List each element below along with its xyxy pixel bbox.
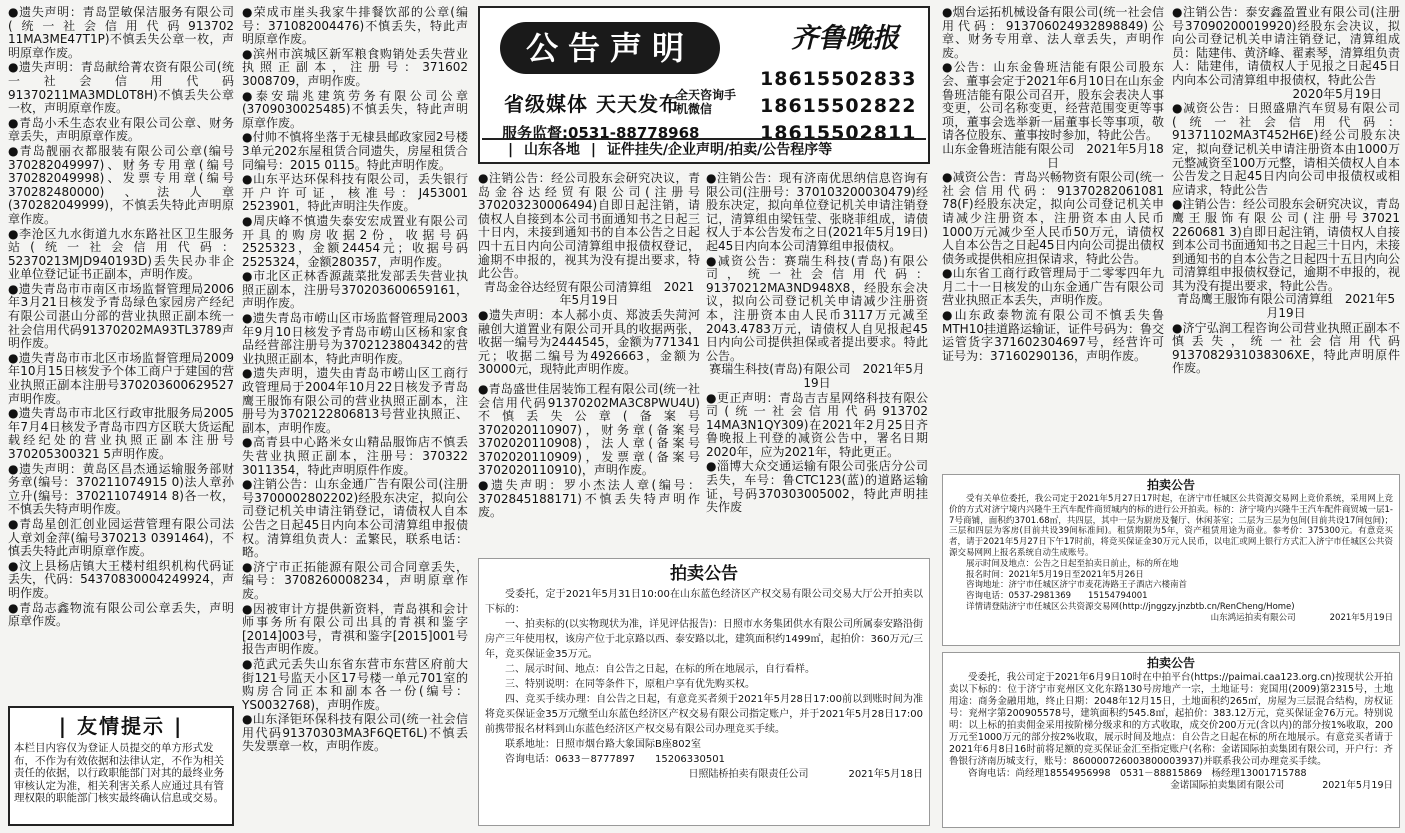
notice: ●遗失声明：青岛献给菁农资有限公司(统一社会信用代码91370211MA3MDL0T8H)不慎丢失公章一枚，声明原章作废。: [8, 60, 234, 116]
auction-notice-jining: [942, 474, 1400, 646]
auction-detail-line: 咨询地址：济宁市任城区济宁市麦花涛路王子酒店六楼南首: [966, 580, 1188, 591]
announcement-header: [478, 6, 930, 164]
service-supervision: 服务监督:0531-88778968: [502, 124, 700, 142]
auction-body: 受有关单位委托，我公司定于2021年5月27日17时起，在济宁市任城区公共资源交易网上竞价系统，采用网上竞价的方式对济宁境内兴隆牛王汽车配件商贸城内的标的进行公开拍卖。标的：济宁境内兴隆牛王汽车配件商贸城一层1-7号商铺，面积约3701.68㎡，共四层，其中一层为厨房及餐厅、休闲茶室；二层为三层为包间(目前共设17间包间)；三层和四层为客房(目前共设39间标准间)。租赁期限为5年，资产租赁用途为商业。参考价：375300元。有意竞买者，请于2021年5月27日下午17时前，将竞买保证金30万元人民币，以电汇或网上银行方式汇入济宁市任城区公共资源交易网网上报名系统自动生成账号。: [949, 494, 1393, 558]
header-slogan: 省级媒体 天天发布: [504, 92, 680, 116]
auction-detail-line: 报名时间：2021年5月19日至2021年5月26日: [966, 569, 1144, 580]
auction-title: 拍卖公告: [1146, 656, 1195, 670]
newspaper-logo: 齐鲁晚报: [791, 23, 899, 54]
notice: ●遗失声明：青岛罡敏保洁服务有限公司(统一社会信用代码913702​11MA3ME47T1P)不慎丢失公章一枚，声明原章作废。: [8, 6, 234, 60]
service-strip: | 山东各地 | 证件挂失/企业声明/拍卖/公告程序等: [482, 138, 926, 160]
notice: ●李沧区九水街道九水东路社区卫生服务站(统一社会信用代码：52370213MJD940193D)丢失民办非企业单位登记证书正副本，声明作废。: [8, 226, 234, 282]
notice: ●注销公告：山东金通广告有限公司(注册号370000​2802202)经股东决定，拟向公司登记机关申请注销登记，请债权人自本公告之日起45日内向本公司清算组申报债权。清算组负责人：孟繁民，联系电话：略。: [242, 477, 468, 560]
notice: ●青岛志鑫物流有限公司公章丢失，声明原章作废。: [8, 600, 234, 629]
notice: ●烟台运拓机械设备有限公司(统一社会信用代码：91370602493289​8849)公章、财务专用章、法人章丢失，声明作废。: [942, 6, 1164, 60]
auction-title: 拍卖公告: [670, 564, 738, 584]
notice: [706, 255, 928, 391]
notice: ●减资公告：日照盛鼎汽车贸易有限公司(统一社会信用代码：91371102MA3T452H6E)经公司股东决定，拟向登记机关申请注册资本由1000万元整减资至100万元整，请相关债权人自本公告发之日起45日内向公司申报债权或相应请求，特此公告: [1172, 101, 1400, 197]
notice: ●范武元丢失山东省东营市东营区府前大街121号监天小区17号楼一单元701室的购房合同正本和副本各一份(编号：YS0032768)，声明作废。: [242, 656, 468, 712]
notice: ●高青县中心路米女山精品服饰店不慎丢失营业执照正副本，注册号：370322​3011354，特此声明原件作废。: [242, 435, 468, 477]
notice: ●减资公告：青岛兴畅物资有限公司(统一社会信用代码：91370282061081​78(F)经股东决定，拟向公司登记机关申请减少注册资本，注册资本由人民币1000万元减少至人民币50万元，请债权人自本公告之日起45日内向公司提出债权债务或提供相应担保请求，特此公告。: [942, 170, 1164, 266]
notice: ●荣成市崖头我家牛排餐饮部的公章(编号：371082004476)不慎丢失，特此声明原章作废。: [242, 6, 468, 47]
notice-signature: 山东金鲁班洁能有限公司 2021年5月18日: [942, 141, 1164, 170]
auction-contact-phone: 咨询电话：尚经理18554956998 0531－88815869 杨经理13001715788: [968, 768, 1307, 779]
notice-column-5: [942, 6, 1164, 468]
auction-footer: 金诺国际拍卖集团有限公司 2021年5月19日: [1170, 780, 1393, 791]
notice-signature: 2020年5月19日: [1292, 86, 1382, 101]
notice: ●青岛靓丽衣都服装有限公司公章(编号370282049997)、财务专用章(编号370282049998)、发票专用章(编号370282480000)、法人章(370282049999)，不慎丢失特此声明原章作废。: [8, 143, 234, 226]
notice: ●青岛星创汇创业园运营管理有限公司法人章刘金萍(编号370213 0391464)，不慎丢失特此声明原章作废。: [8, 516, 234, 559]
auction-contact-phone: 咨询电话：0633－8777897 15206330501: [505, 754, 725, 765]
auction-detail-line: 展示时间及地点：公告之日起至拍卖日前止，标的所在地: [966, 558, 1179, 569]
auction-detail-line: 咨询电话：0537-2981369 15154794001: [966, 591, 1148, 602]
friendly-reminder-body: 本栏目内容仅为登证人员提交的单方形式发布，不作为有效依据和法律认定，不作为相关责任的依据，以行政职能部门对其的最终业务审核认定为准，相关利害关系人应通过具有管理权限的职能部门核实最终确认信息或交易。: [14, 742, 224, 804]
notice: ●注销公告：现有济南优思纳信息咨询有限公司(注册号：370103200030479)经股东决定，拟向单位登记机关申请注销登记，清算组由梁钰莹、张晓菲组成，请债权人于本公告发布之日(2021年5月19日)起45日内向本公司清算组申报债权。: [706, 172, 928, 253]
notice-text: ●注销公告：经公司股东会研究决议，青岛鹰王服饰有限公司(注册号37021​2260681 3)自即日起注销，请债权人自接到本公司书面通知书之日起三十日内，未接到通知书的自本公告之日起四十五日内向公司清算组申报债权登记，逾期不申报的，视其为没有提出要求，特此公告。: [1172, 197, 1400, 293]
notice: ●汶上县杨店镇大王楼村组织机构代码证丢失，代码：543708300042​49924，声明作废。: [8, 558, 234, 600]
notice: ●泰安瑞兆建筑劳务有限公司公章(370903​0025485)不慎丢失，特此声明原章作废。: [242, 88, 468, 130]
friendly-reminder-box: [8, 706, 234, 826]
auction-title: 拍卖公告: [1146, 478, 1195, 492]
phone-list: [760, 66, 916, 147]
notice: ●山东省工商行政管理局于二零零四年九月二十一日核发的山东金通广告有限公司营业执照正本丢失，声明作废。: [942, 266, 1164, 308]
contact-label: 全天咨询手机微信: [676, 88, 737, 116]
auction-item: 四、竞买手续办理：自公告之日起，有意竞买者须于2021年5月28日17:00前以到账时间为准将竞买保证金35万元缴至山东蓝色经济区产权交易有限公司指定账户，并于2021年5月28日17:00前携带报名材料到山东蓝色经济区产权交易有限公司办理竞买手续。: [485, 694, 923, 735]
notice: ●周庆峰不慎遗失泰安宏成置业有限公司开具的购房收据2份，收据号码2525323，金额24454元；收据号码2525324，金额280357，声明作废。: [242, 213, 468, 269]
phone-number: 18615502833: [760, 68, 917, 90]
notice: [1172, 6, 1400, 101]
notice: ●青岛小禾生态农业有限公司公章、财务章丢失，声明原章作废。: [8, 115, 234, 144]
auction-contact-address: 联系地址：日照市烟台路大象国际B座802室: [505, 739, 701, 750]
auction-footer: 山东鸿运拍卖有限公司 2021年5月19日: [1210, 612, 1393, 623]
auction-notice-jinnuo: [942, 652, 1400, 828]
notice: ●济宁市正拓能源有限公司合同章丢失，编号：370826000823​4，声明原章作废。: [242, 559, 468, 601]
notice: ●滨州市滨城区新军粮食购销处丢失营业执照正副本，注册号：371602​3008709，声明作废。: [242, 46, 468, 88]
notice: ●遗失声明，遗失由青岛市崂山区工商行政管理局于2004年10月22日核发予青岛鹰王服饰有限公司的营业执照正副本，注册号为370212​2806813号营业执照正、副本，声明作废。: [242, 366, 468, 435]
header-banner: 公告声明: [500, 22, 720, 74]
notice-text: ●公告：山东金鲁班洁能有限公司股东会、董事会定于2021年6月10日在山东金鲁班洁能有限公司召开，股东会表决人事变更，公司名称变更，经营范围变更等事项，董事会选举新一届董事长等事项，敬请各位股东、董事按时参加，特此公告。: [942, 60, 1164, 143]
notice-column-3: [478, 172, 700, 546]
notice-text: ●注销公告：泰安鑫盈置业有限公司(注册号370902000199​20)经股东会决议，拟向公司登记机关申请注销登记，清算组成员：陆建伟、黄济峰、翟素琴，清算组负责人：陆建伟，请债权人于见报之日起45日内向本公司清算组申报债权，特此公告: [1172, 6, 1400, 87]
notice: [942, 61, 1164, 170]
auction-item: 一、拍卖标的(以实物现状为准，详见评估报告)：日照市水务集团供水有限公司所属泰安路沿街房产三年使用权，该房产位于北京路以西、泰安路以北，建筑面积约1499㎡，起拍价：360万元/三年，竞买保证金35万元。: [485, 619, 923, 660]
auction-intro: 受委托，定于2021年5月31日10:00在山东蓝色经济区产权交易有限公司交易大厅公开拍卖以下标的：: [485, 589, 923, 615]
notice: ●遗失声明：罗小杰法人章(编号：370284518817​1)不慎丢失特声明作废。: [478, 478, 700, 520]
notice: ●淄博大众交通运输有限公司张店分公司丢失，车号：鲁CTC123(蓝)的道路运输证，号码370303005002，特此声明挂失作废: [706, 459, 928, 515]
auction-item: 三、特别说明：在同等条件下，原租户享有优先购买权。: [505, 679, 755, 690]
auction-item: 二、展示时间、地点：自公告之日起，在标的所在地展示，自行看样。: [505, 664, 815, 675]
notice: ●更正声明：青岛吉吉星网络科技有限公司(统一社会信用代码913702​14MA3N1QY309)在2021年2月25日齐鲁晚报上刊登的减资公告中，署名日期2020年，应为2021年，特此更正。: [706, 390, 928, 459]
phone-number: 18615502811: [760, 122, 917, 144]
notice: ●遗失声明：黄岛区昌杰通运输服务部财务章(编号：370211074915 0)法人章孙立升(编号：370211074914 8)各一枚，不慎丢失特声明作废。: [8, 461, 234, 517]
notice: ●济宁弘润工程咨询公司营业执照正副本不慎丢失，统一社会信用代码91370829310383​06XE，特此声明原件作废。: [1172, 320, 1400, 376]
friendly-reminder-title: | 友情提示 |: [58, 714, 184, 738]
notice: ●市北区正林香源蔬菜批发部丢失营业执照正副本，注册号370203600659161，声明作废。: [242, 269, 468, 311]
notice: ●遗失青岛市崂山区市场监督管理局2003年9月10日核发予青岛市崂山区杨和家食品经营部注册号为370212​3804342的营业执照正副本，特此声明作废。: [242, 311, 468, 366]
notice: ●付帅不慎将坐落于无棣县邮政家园2号楼3单元202东屋租赁合同遗失，房屋租赁合同编号：2015 0115。特此声明作废。: [242, 130, 468, 172]
notice-column-4: [706, 172, 928, 546]
notice-column-1: [8, 6, 234, 828]
notice-text: ●减资公告：赛瑞生科技(青岛)有限公司，统一社会信用代码：91370212MA3ND948X8，经股东会决议，拟向公司登记机关申请减少注册资本，注册资本由人民币3117万元减至2043.4783万元，请债权人自见报起45日内向公司提供担保或者提出要求。特此公告。: [706, 253, 928, 363]
notice: [1172, 198, 1400, 320]
notice: ●因被审计方提供新资料，青岛祺和会计师事务所有限公司出具的青祺和鉴字[2014]003号，青祺和鉴字[2015]001号报告声明作废。: [242, 601, 468, 657]
auction-footer: 日照陆桥拍卖有限责任公司 2021年5月18日: [688, 769, 923, 780]
phone-number: 18615502822: [760, 95, 917, 117]
notice-column-2: [242, 6, 468, 828]
notice: ●遗失声明：本人郝小贞、郑波丢失菏河融创大道置业有限公司开具的收据两张，收据一编号为2444545，金额为771341元；收据二编号为4926663，金额为30000元，现特此声明作废。: [478, 307, 700, 377]
notice: ●遗失青岛市市北区市场监督管理局2009年10月15日核发予个体工商户于建国的营业执照正副本注册号370203600629527声明作废。: [8, 350, 234, 406]
auction-notice-rizhao: [478, 558, 930, 826]
notice-signature: 青岛鹰王服饰有限公司清算组 2021年5月19日: [1176, 292, 1396, 321]
notice-column-6: [1172, 6, 1400, 468]
notice: [478, 172, 700, 308]
notice: ●山东泽钜环保科技有限公司(统一社会信用代码91370303MA3F6QET6L)不慎丢失发票章一枚，声明作废。: [242, 712, 468, 754]
auction-body: 受委托，我公司定于2021年6月9日10时在中拍平台(https://paimai.caa123.org.cn)按现状公开拍卖以下标的：位于济宁市兖州区文化东路130号房地产一宗，土地证号：兖国用(2009)第2315号，土地用途：商务金融用地，终止日期：2048年12月15日，土地面积约265㎡，房屋为三层混合结构，房权证号：兖州字第200905578号，建筑面积约545.8㎡，起拍价：383.12万元，竞买保证金76万元。特别说明：以上标的拍卖佣金采用按阶梯分级求和的方式收取，成交价200万元(含以内)的部分按1%收取，200万元至1000万元的部分按2%收取，展示时间及地点：自公告之日起在标的所在地展示。有意竞买者请于2021年6月8日16时前将足额的竞买保证金汇至指定账户(名称：金诺国际拍卖集团有限公司，开户行：齐鲁银行济南历城支行，账号：860000726003​8000039​37)并联系我公司办理竞买手续。: [949, 672, 1393, 767]
notice: ●山东政泰物流有限公司不慎丢失鲁MTH10挂道路运输证，证件号码为：鲁交运管货字371602304697号，经营许可证号为：371602​90136，声明作废。: [942, 308, 1164, 363]
auction-detail-line: 详情请登陆济宁市任城区公共资源交易网(http://jnggzy.jnzbtb.cn/RenCheng/Home): [966, 601, 1295, 612]
notice-text: ●注销公告：经公司股东会研究决议，青岛金谷达经贸有限公司(注册号370203230006494)自即日起注销，请债权人自接到本公司书面通知书之日起三十日内，未接到通知书的自本公告之日起四十五日内向公司清算组申报债权登记，逾期不申报的，视其为没有提出要求，特此公告。: [478, 172, 700, 281]
notice: ●青岛盛世佳居装饰工程有限公司(统一社会信用代码913702​02MA3C8PWU4U)不慎丢失公章(备案号3702020110907)，财务章(备案号3702020110908)，法人章(备案号3702020110909)，发票章(备案号3702020110910)，声明作废。: [478, 381, 700, 478]
notice-signature: 赛瑞生科技(青岛)有限公司 2021年5月19日: [709, 362, 925, 390]
notice: ●山东平达环保科技有限公司，丢失银行开户许可证，核准号：J453001​2523901，特此声明注失作废。: [242, 172, 468, 214]
notice: ●遗失青岛市市南区市场监督管理局2006年3月21日核发予青岛绿色家园房产经纪有限公司湛山分部的营业执照正副本统一社会信用代码91370202MA93TL3789声明作废。: [8, 281, 234, 351]
notice-signature: 青岛金谷达经贸有限公司清算组 2021年5月19日: [483, 279, 695, 308]
notice: ●遗失青岛市市北区行政审批服务局2005年7月4日核发予青岛市四方区联大货运配载经纪处的营业执照正副本注册号370205300321 5声明作废。: [8, 406, 234, 461]
